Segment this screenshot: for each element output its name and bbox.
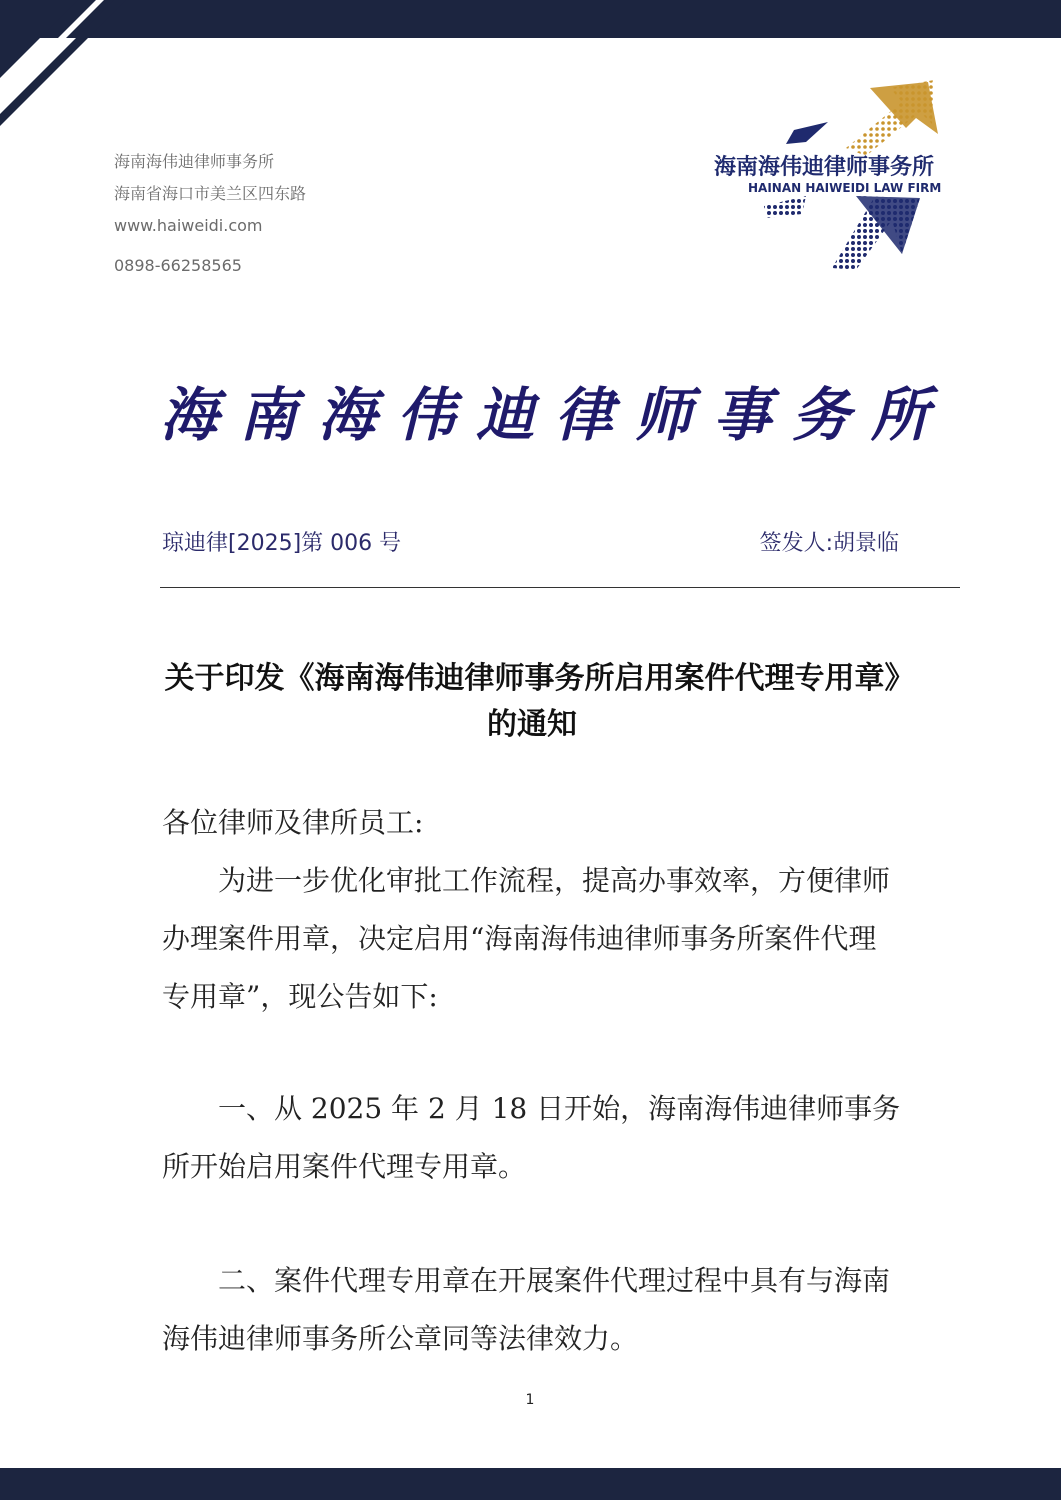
letterhead-contact-block: [114, 146, 306, 282]
corner-stripe-decoration: [0, 0, 140, 140]
letterhead-firm-name: 海南海伟迪律师事务所: [114, 152, 275, 171]
header-divider: [160, 587, 960, 588]
paragraph-intro: 为进一步优化审批工作流程，提高办事效率，方便律师办理案件用章，决定启用“海南海伟迪律师事务所案件代理专用章”，现公告如下:: [162, 864, 891, 1013]
page-title: 海南海伟迪律师事务所: [160, 381, 951, 449]
top-banner-bar: [0, 0, 1061, 38]
logo-name-chinese: 海南海伟迪律师事务所: [714, 155, 935, 180]
paragraph-item-2: 二、案件代理专用章在开展案件代理过程中具有与海南海伟迪律师事务所公章同等法律效力。: [162, 1264, 891, 1355]
signer: 签发人:胡景临: [759, 531, 899, 556]
letterhead-phone: 0898-66258565: [114, 256, 242, 275]
notice-title: 关于印发《海南海伟迪律师事务所启用案件代理专用章》的通知: [164, 661, 900, 742]
logo-name-english: HAINAN HAIWEIDI LAW FIRM: [748, 181, 942, 195]
bottom-banner-bar: [0, 1468, 1061, 1500]
firm-logo: [706, 78, 996, 273]
paragraph-item-1: 一、从 2025 年 2 月 18 日开始，海南海伟迪律师事务所开始启用案件代理专用章。: [162, 1092, 901, 1183]
letterhead-address: 海南省海口市美兰区四东路: [114, 184, 307, 203]
letterhead-website: www.haiweidi.com: [114, 216, 263, 235]
salutation: 各位律师及律所员工:: [162, 806, 424, 839]
page-number: 1: [525, 1392, 535, 1408]
document-number: 琼迪律[2025]第 006 号: [162, 531, 402, 556]
